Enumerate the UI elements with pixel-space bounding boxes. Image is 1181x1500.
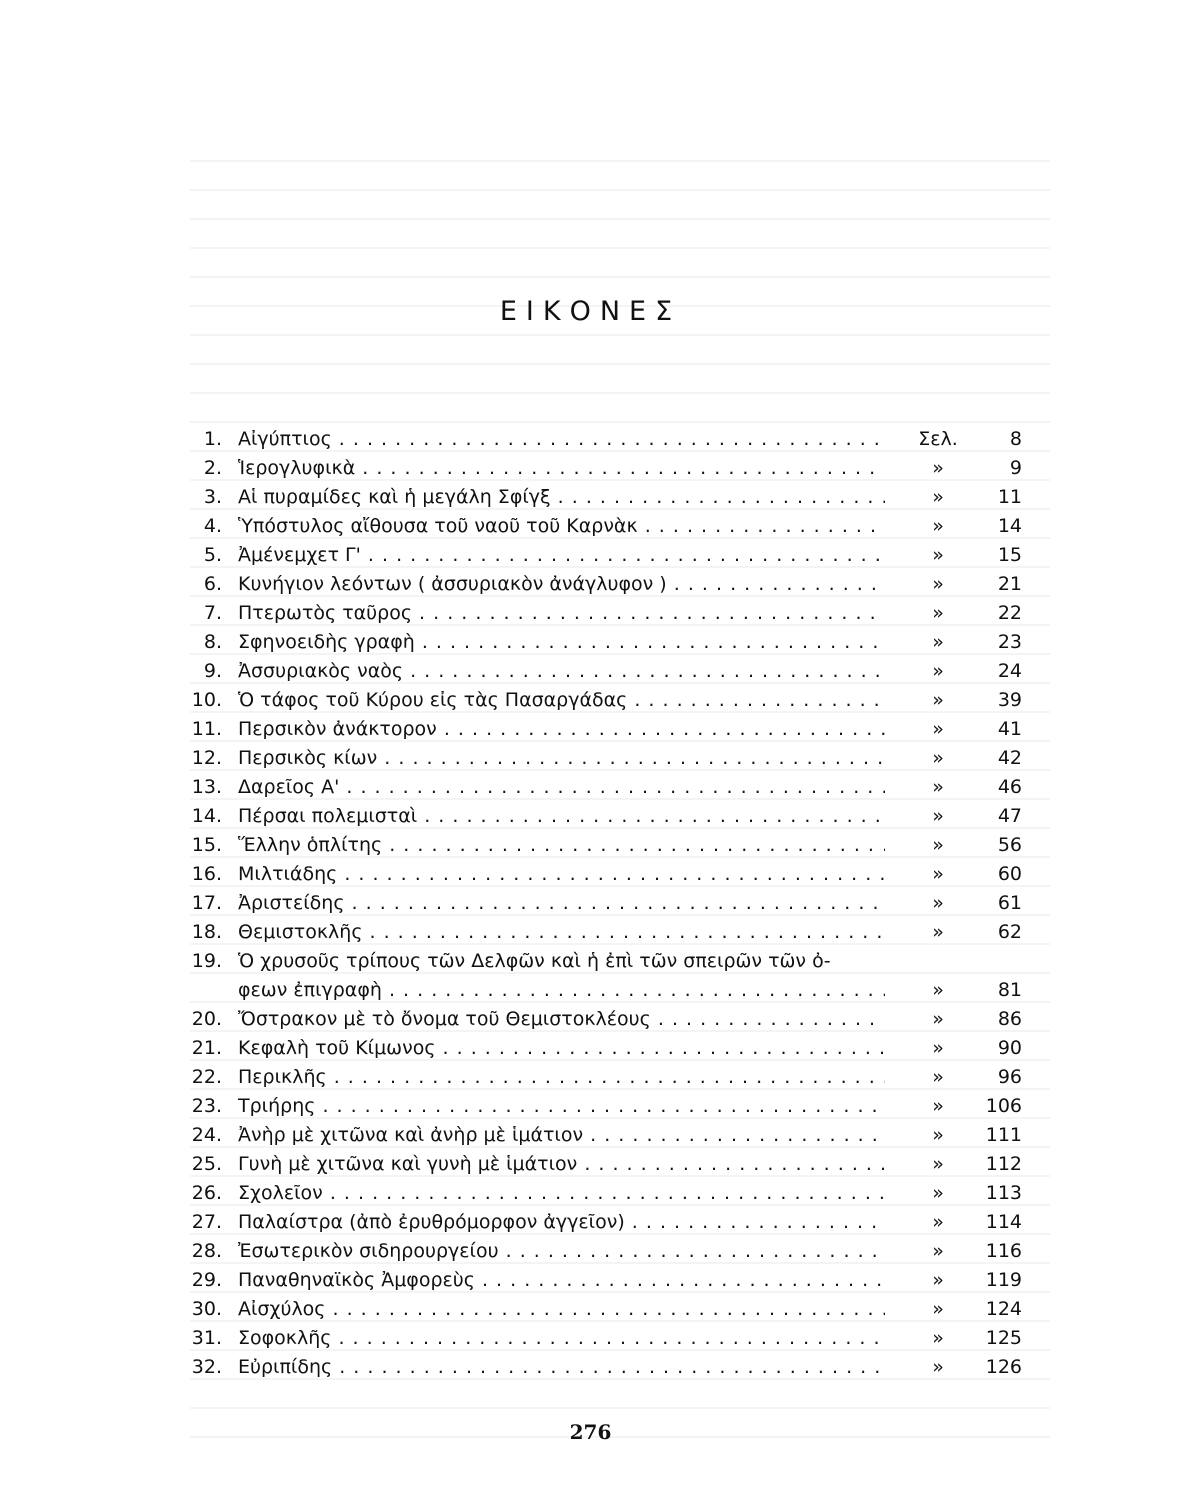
entry-number: 8. [203, 631, 222, 653]
entry-title: Ὁ τάφος τοῦ Κύρου εἰς τὰς Πασαργάδας . . . [238, 686, 885, 715]
ditto-mark: » [932, 1327, 944, 1349]
entry-title: Ἀνὴρ μὲ χιτῶνα καὶ ἀνὴρ μὲ ἱμάτιον . . . [238, 1121, 885, 1150]
list-item [170, 657, 1040, 686]
entry-title: Ἕλλην ὁπλίτης . . . [238, 831, 885, 860]
list-item [170, 1121, 1040, 1150]
ditto-mark: » [932, 979, 944, 1001]
entry-page: 125 [985, 1327, 1022, 1349]
ditto-mark: » [932, 1037, 944, 1059]
list-item [170, 773, 1040, 802]
entry-page: 46 [997, 776, 1022, 798]
entry-title: Περσικὸς κίων . . . [238, 744, 885, 773]
entry-title: Ἀμένεμχετ Γ' . . . [238, 541, 885, 570]
list-item [170, 831, 1040, 860]
entry-number: 1. [203, 428, 222, 450]
entry-page: 11 [997, 486, 1022, 508]
page-label: Σελ. [918, 428, 958, 450]
entry-number: 10. [191, 689, 222, 711]
entry-title: Αἰγύπτιος . . . [238, 425, 885, 454]
ditto-mark: » [932, 457, 944, 479]
entry-title: Γυνὴ μὲ χιτῶνα καὶ γυνὴ μὲ ἱμάτιον . . . [238, 1150, 885, 1179]
entry-page: 114 [985, 1211, 1022, 1233]
entry-number: 3. [203, 486, 222, 508]
entry-title: Θεμιστοκλῆς . . . [238, 918, 885, 947]
entry-number: 14. [191, 805, 222, 827]
entry-page: 81 [997, 979, 1022, 1001]
list-item [170, 425, 1040, 454]
ditto-mark: » [932, 660, 944, 682]
entry-page: 61 [997, 892, 1022, 914]
ditto-mark: » [932, 602, 944, 624]
ditto-mark: » [932, 544, 944, 566]
ditto-mark: » [932, 863, 944, 885]
list-item [170, 483, 1040, 512]
list-item [170, 744, 1040, 773]
entry-number: 2. [203, 457, 222, 479]
ditto-mark: » [932, 1066, 944, 1088]
entry-title: Σχολεῖον . . . [238, 1179, 885, 1208]
ditto-mark: » [932, 1211, 944, 1233]
entry-number: 24. [191, 1124, 222, 1146]
entry-title: Ἱερογλυφικὰ . . . [238, 454, 885, 483]
entry-title: Ὑπόστυλος αἴθουσα τοῦ ναοῦ τοῦ Καρνὰκ . . . [238, 512, 885, 541]
entry-title: Πτερωτὸς ταῦρος . . . [238, 599, 885, 628]
entry-title: Ὄστρακον μὲ τὸ ὄνομα τοῦ Θεμιστοκλέους . . . [238, 1005, 885, 1034]
list-item [170, 889, 1040, 918]
list-item [170, 918, 1040, 947]
entry-number: 27. [191, 1211, 222, 1233]
ditto-mark: » [932, 689, 944, 711]
list-item [170, 454, 1040, 483]
entry-title: Παλαίστρα (ἀπὸ ἐρυθρόμορφον ἀγγεῖον) . . . [238, 1208, 885, 1237]
entry-page: 8 [1009, 428, 1022, 450]
entry-number: 5. [203, 544, 222, 566]
entry-page: 41 [997, 718, 1022, 740]
entry-page: 62 [997, 921, 1022, 943]
ditto-mark: » [932, 1240, 944, 1262]
entry-title: Ἐσωτερικὸν σιδηρουργείου . . . [238, 1237, 885, 1266]
entry-page: 112 [985, 1153, 1022, 1175]
ditto-mark: » [932, 1182, 944, 1204]
entry-page: 15 [997, 544, 1022, 566]
entry-number: 11. [191, 718, 222, 740]
ditto-mark: » [932, 1008, 944, 1030]
entry-title: Δαρεῖος Α' . . . [238, 773, 885, 802]
entry-title: Κυνήγιον λεόντων ( ἀσσυριακὸν ἀνάγλυφον ) . . . [238, 570, 885, 599]
entry-title: Εὐριπίδης . . . [238, 1353, 885, 1382]
list-item [170, 1063, 1040, 1092]
entry-page: 56 [997, 834, 1022, 856]
list-item [170, 1034, 1040, 1063]
entry-page: 124 [985, 1298, 1022, 1320]
ditto-mark: » [932, 573, 944, 595]
page-number: 276 [569, 1420, 612, 1444]
ditto-mark: » [932, 1298, 944, 1320]
illustrations-list [170, 425, 1040, 1382]
entry-number: 16. [191, 863, 222, 885]
ditto-mark: » [932, 631, 944, 653]
entry-title: Σφηνοειδὴς γραφὴ . . . [238, 628, 885, 657]
entry-page: 24 [997, 660, 1022, 682]
ditto-mark: » [932, 747, 944, 769]
list-item-continuation [170, 976, 1040, 1005]
entry-title: Τριήρης . . . [238, 1092, 885, 1121]
entry-number: 29. [191, 1269, 222, 1291]
ditto-mark: » [932, 1124, 944, 1146]
entry-number: 15. [191, 834, 222, 856]
entry-page: 14 [997, 515, 1022, 537]
ditto-mark: » [932, 834, 944, 856]
entry-title: Ἀσσυριακὸς ναὸς . . . [238, 657, 885, 686]
ditto-mark: » [932, 1356, 944, 1378]
list-item [170, 860, 1040, 889]
entry-number: 26. [191, 1182, 222, 1204]
page-title: ΕΙΚΟΝΕΣ [499, 296, 682, 327]
entry-title: Παναθηναϊκὸς Ἀμφορεὺς . . . [238, 1266, 885, 1295]
entry-number: 13. [191, 776, 222, 798]
list-item [170, 541, 1040, 570]
entry-title: Πέρσαι πολεμισταὶ . . . [238, 802, 885, 831]
entry-page: 9 [1009, 457, 1022, 479]
ditto-mark: » [932, 892, 944, 914]
entry-number: 6. [203, 573, 222, 595]
entry-page: 22 [997, 602, 1022, 624]
entry-title: Περικλῆς . . . [238, 1063, 885, 1092]
ditto-mark: » [932, 718, 944, 740]
list-item [170, 1179, 1040, 1208]
list-item [170, 686, 1040, 715]
entry-number: 30. [191, 1298, 222, 1320]
entry-page: 23 [997, 631, 1022, 653]
entry-title: Αἰσχύλος . . . [238, 1295, 885, 1324]
entry-title: Ἀριστείδης . . . [238, 889, 885, 918]
entry-page: 106 [985, 1095, 1022, 1117]
entry-number: 4. [203, 515, 222, 537]
entry-number: 18. [191, 921, 222, 943]
entry-title: Ὁ χρυσοῦς τρίπους τῶν Δελφῶν καὶ ἡ ἐπὶ τῶν σπειρῶν τῶν ὀ- [238, 950, 831, 972]
list-item [170, 599, 1040, 628]
list-item [170, 1353, 1040, 1382]
list-item [170, 1295, 1040, 1324]
ditto-mark: » [932, 776, 944, 798]
list-item [170, 628, 1040, 657]
entry-number: 25. [191, 1153, 222, 1175]
ditto-mark: » [932, 515, 944, 537]
list-item [170, 1092, 1040, 1121]
entry-page: 116 [985, 1240, 1022, 1262]
entry-page: 42 [997, 747, 1022, 769]
ditto-mark: » [932, 921, 944, 943]
entry-number: 12. [191, 747, 222, 769]
list-item [170, 512, 1040, 541]
entry-number: 32. [191, 1356, 222, 1378]
list-item [170, 1324, 1040, 1353]
entry-number: 31. [191, 1327, 222, 1349]
entry-page: 47 [997, 805, 1022, 827]
list-item [170, 802, 1040, 831]
entry-page: 21 [997, 573, 1022, 595]
entry-title: Αἱ πυραμίδες καὶ ἡ μεγάλη Σφίγξ . . . [238, 483, 885, 512]
entry-page: 96 [997, 1066, 1022, 1088]
entry-number: 7. [203, 602, 222, 624]
ditto-mark: » [932, 1095, 944, 1117]
ditto-mark: » [932, 805, 944, 827]
list-item [170, 1266, 1040, 1295]
entry-number: 21. [191, 1037, 222, 1059]
entry-number: 19. [191, 950, 222, 972]
list-item [170, 1005, 1040, 1034]
entry-page: 60 [997, 863, 1022, 885]
ditto-mark: » [932, 1269, 944, 1291]
entry-number: 20. [191, 1008, 222, 1030]
ditto-mark: » [932, 486, 944, 508]
entry-title: Περσικὸν ἀνάκτορον . . . [238, 715, 885, 744]
list-item [170, 1150, 1040, 1179]
entry-number: 22. [191, 1066, 222, 1088]
list-item [170, 570, 1040, 599]
entry-number: 23. [191, 1095, 222, 1117]
entry-page: 126 [985, 1356, 1022, 1378]
entry-page: 39 [997, 689, 1022, 711]
entry-number: 17. [191, 892, 222, 914]
entry-page: 113 [985, 1182, 1022, 1204]
entry-title-continued: φεων ἐπιγραφὴ . . . [238, 976, 885, 1005]
entry-number: 9. [203, 660, 222, 682]
ditto-mark: » [932, 1153, 944, 1175]
entry-page: 111 [985, 1124, 1022, 1146]
list-item [170, 1237, 1040, 1266]
entry-page: 86 [997, 1008, 1022, 1030]
list-item [170, 715, 1040, 744]
list-item [170, 947, 1040, 976]
entry-page: 119 [985, 1269, 1022, 1291]
list-item [170, 1208, 1040, 1237]
entry-number: 28. [191, 1240, 222, 1262]
entry-title: Σοφοκλῆς . . . [238, 1324, 885, 1353]
entry-title: Κεφαλὴ τοῦ Κίμωνος . . . [238, 1034, 885, 1063]
entry-page: 90 [997, 1037, 1022, 1059]
entry-title: Μιλτιάδης . . . [238, 860, 885, 889]
